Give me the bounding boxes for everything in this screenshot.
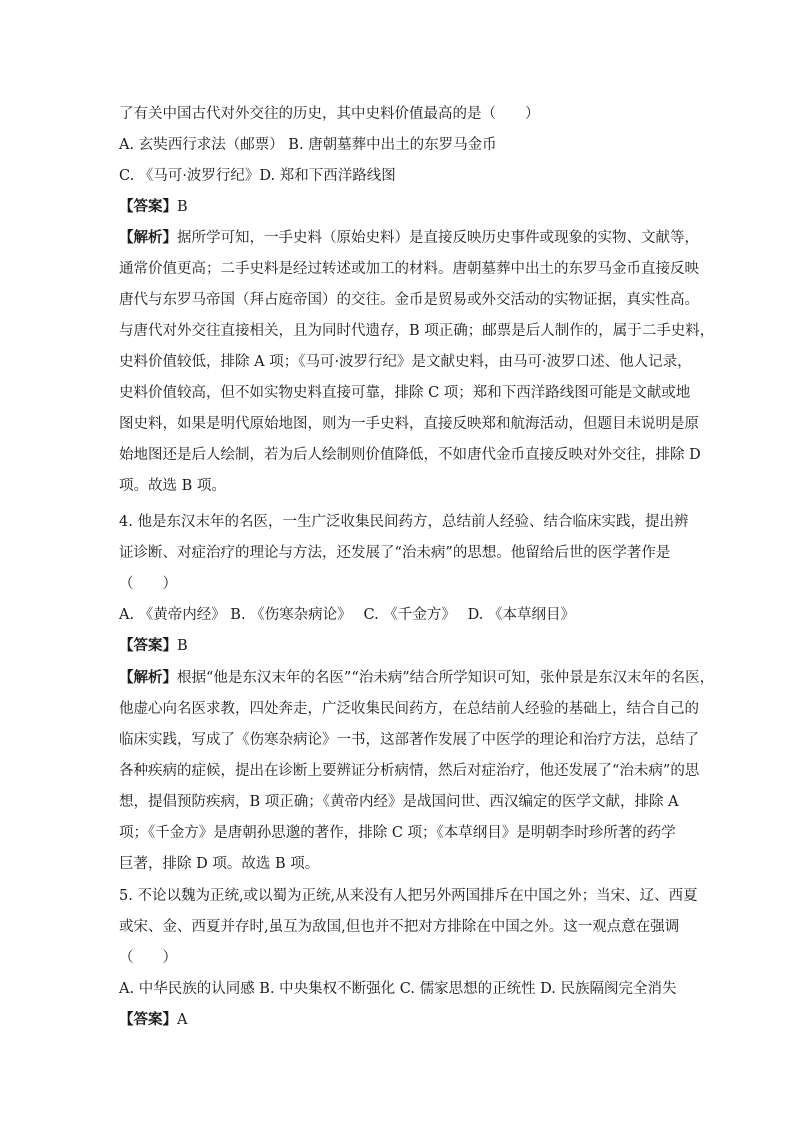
q5-options: A. 中华民族的认同感 B. 中央集权不断强化 C. 儒家思想的正统性 D. 民族隔阂完全消失 [119,981,677,997]
text-line: 各种疾病的症候，提出在诊断上要辨证分析病情，然后对症治疗，他还发展了“治未病”的思 [119,763,700,779]
q4-analysis-first [119,668,714,688]
analysis-tag: 【解析】 [119,669,177,686]
text-line: 史料价值较低，排除 A 项；《马可·波罗行纪》是文献史料，由马可·波罗口述、他人记录， [119,354,692,370]
text-line: 图史料，如果是明代原始地图，则为一手史料，直接反映郑和航海活动，但题目未说明是原 [119,416,699,432]
answer-tag: 【答案】 [119,1011,177,1028]
q4-stem-line-3: （ ） [119,576,177,592]
text-line: 项。故选 B 项。 [119,478,226,494]
analysis-text: 根据“他是东汉末年的名医”“治未病”结合所学知识可知，张仲景是东汉末年的名医， [177,670,715,686]
text-line: 通常价值更高；二手史料是经过转述或加工的材料。唐朝墓葬中出土的东罗马金币直接反映 [119,261,699,277]
q4-stem-line-2: 证诊断、对症治疗的理论与方法，还发展了“治未病”的思想。他留给后世的医学著作是 [119,545,671,561]
q4-stem-line-1: 4. 他是东汉末年的名医，一生广泛收集民间药方，总结前人经验、结合临床实践，提出辨 [119,514,689,530]
text-line: 史料价值较高，但不如实物史料直接可靠，排除 C 项；郑和下西洋路线图可能是文献或地 [119,385,691,401]
text-line: 始地图还是后人绘制，若为后人绘制则价值降低，不如唐代金币直接反映对外交往，排除 D [119,447,701,463]
q3-options-line-2: C. 《马可·波罗行纪》D. 郑和下西洋路线图 [119,168,396,184]
analysis-text: 据所学可知，一手史料（原始史料）是直接反映历史事件或现象的实物、文献等， [177,230,699,246]
text-line: 唐代与东罗马帝国（拜占庭帝国）的交往。金币是贸易或外交活动的实物证据，真实性高。 [119,292,699,308]
q3-options-line-1: A. 玄奘西行求法（邮票） B. 唐朝墓葬中出土的东罗马金币 [119,137,497,153]
answer-value: B [177,199,188,215]
text-line: 项；《千金方》是唐朝孙思邈的著作，排除 C 项；《本草纲目》是明朝李时珍所著的药学 [119,825,676,841]
q5-stem-line-3: （ ） [119,950,177,966]
text-line: 想，提倡预防疾病，B 项正确；《黄帝内经》是战国问世、西汉编定的医学文献，排除 A [119,794,679,810]
text-line: 临床实践，写成了《伤寒杂病论》一书，这部著作发展了中医学的理论和治疗方法，总结了 [119,732,699,748]
q5-answer [119,1010,187,1030]
q5-stem-line-1: 5. 不论以魏为正统,或以蜀为正统,从来没有人把另外两国排斥在中国之外；当宋、辽、西夏 [119,888,698,904]
text-line: 与唐代对外交往直接相关，且为同时代遗存，B 项正确；邮票是后人制作的，属于二手史料， [119,323,715,339]
answer-tag: 【答案】 [119,637,177,654]
analysis-tag: 【解析】 [119,229,177,246]
text-line: 了有关中国古代对外交往的历史，其中史料价值最高的是（ ） [119,106,540,122]
answer-tag: 【答案】 [119,198,177,215]
text-line: 巨著，排除 D 项。故选 B 项。 [119,856,320,872]
q4-answer [119,636,188,656]
answer-value: B [177,638,188,654]
text-line: 他虚心向名医求教，四处奔走，广泛收集民间药方，在总结前人经验的基础上，结合自己的 [119,701,699,717]
q5-stem-line-2: 或宋、金、西夏并存时,虽互为敌国,但也并不把对方排除在中国之外。这一观点意在强调 [119,919,680,935]
q3-answer [119,197,188,217]
answer-value: A [177,1012,188,1028]
q3-analysis-first [119,228,699,248]
q4-options: A. 《黄帝内经》 B. 《伤寒杂病论》 C. 《千金方》 D. 《本草纲目》 [119,607,576,623]
